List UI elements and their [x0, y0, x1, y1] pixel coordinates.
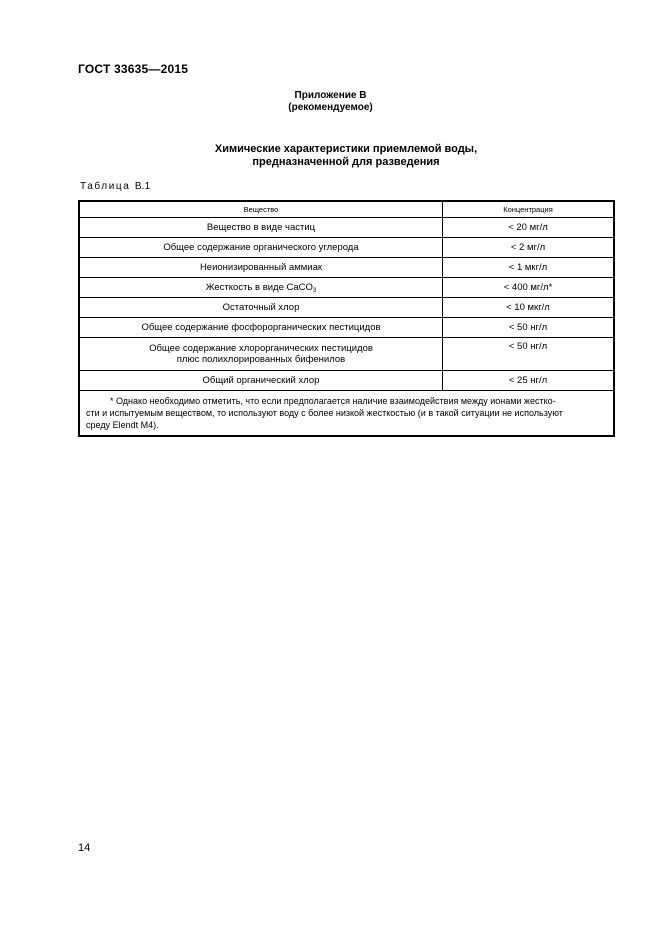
document-code-header: ГОСТ 33635—2015 — [78, 62, 189, 76]
concentration-cell: < 10 мкг/л — [443, 298, 615, 318]
footnote-line-2: сти и испытуемым веществом, то используют воду с более низкой жесткостью (и в такой ситуации не используют — [86, 408, 563, 418]
table-row — [79, 218, 614, 238]
document-title-line-2: предназначенной для разведения — [252, 156, 440, 168]
annex-heading — [0, 90, 661, 114]
table-row — [79, 258, 614, 278]
footnote-line-1 — [86, 395, 607, 407]
page-number: 14 — [78, 842, 91, 854]
document-title — [0, 143, 661, 169]
concentration-cell: < 400 мг/л* — [443, 278, 615, 298]
substance-cell: Общий органический хлор — [79, 371, 443, 391]
concentration-cell: < 2 мг/л — [443, 238, 615, 258]
substance-cell: Общее содержание фосфорорганических пестицидов — [79, 318, 443, 338]
substance-cell: Общее содержание органического углерода — [79, 238, 443, 258]
table-row — [79, 298, 614, 318]
table-row — [79, 338, 614, 371]
concentration-cell: < 50 нг/л — [443, 338, 615, 371]
table-footnote-row — [79, 391, 614, 437]
substance-cell — [79, 338, 443, 371]
column-header-substance: Вещество — [79, 201, 443, 218]
table-header-row — [79, 201, 614, 218]
concentration-cell: < 20 мг/л — [443, 218, 615, 238]
concentration-cell: < 50 нг/л — [443, 318, 615, 338]
table-caption — [80, 181, 150, 192]
substance-text-line-2: плюс полихлорированных бифенилов — [176, 354, 346, 365]
table-row — [79, 238, 614, 258]
substance-cell — [79, 278, 443, 298]
concentration-cell: < 25 нг/л — [443, 371, 615, 391]
substance-cell: Неионизированный аммиак — [79, 258, 443, 278]
annex-subtitle: (рекомендуемое) — [288, 102, 373, 113]
substance-cell: Вещество в виде частиц — [79, 218, 443, 238]
table-caption-number: В.1 — [134, 181, 151, 192]
subscript: 3 — [312, 288, 317, 294]
footnote-text: * Однако необходимо отметить, что если предполагается наличие взаимодействия между ионами жестко- — [110, 396, 556, 406]
substance-text-line-1: Общее содержание хлорорганических пестицидов — [149, 343, 373, 354]
table-row — [79, 278, 614, 298]
substance-cell: Остаточный хлор — [79, 298, 443, 318]
table-caption-label: Таблица — [80, 181, 131, 192]
document-title-line-1: Химические характеристики приемлемой воды, — [214, 143, 478, 155]
annex-title: Приложение В — [294, 90, 367, 101]
table-row — [79, 371, 614, 391]
table-footnote — [79, 391, 614, 437]
footnote-line-3: среду Elendt M4). — [86, 420, 159, 430]
substance-text: Жесткость в виде CaCO — [205, 282, 313, 293]
concentration-cell: < 1 мкг/л — [443, 258, 615, 278]
water-characteristics-table — [78, 200, 615, 437]
table-row — [79, 318, 614, 338]
column-header-concentration: Концентрация — [443, 201, 615, 218]
